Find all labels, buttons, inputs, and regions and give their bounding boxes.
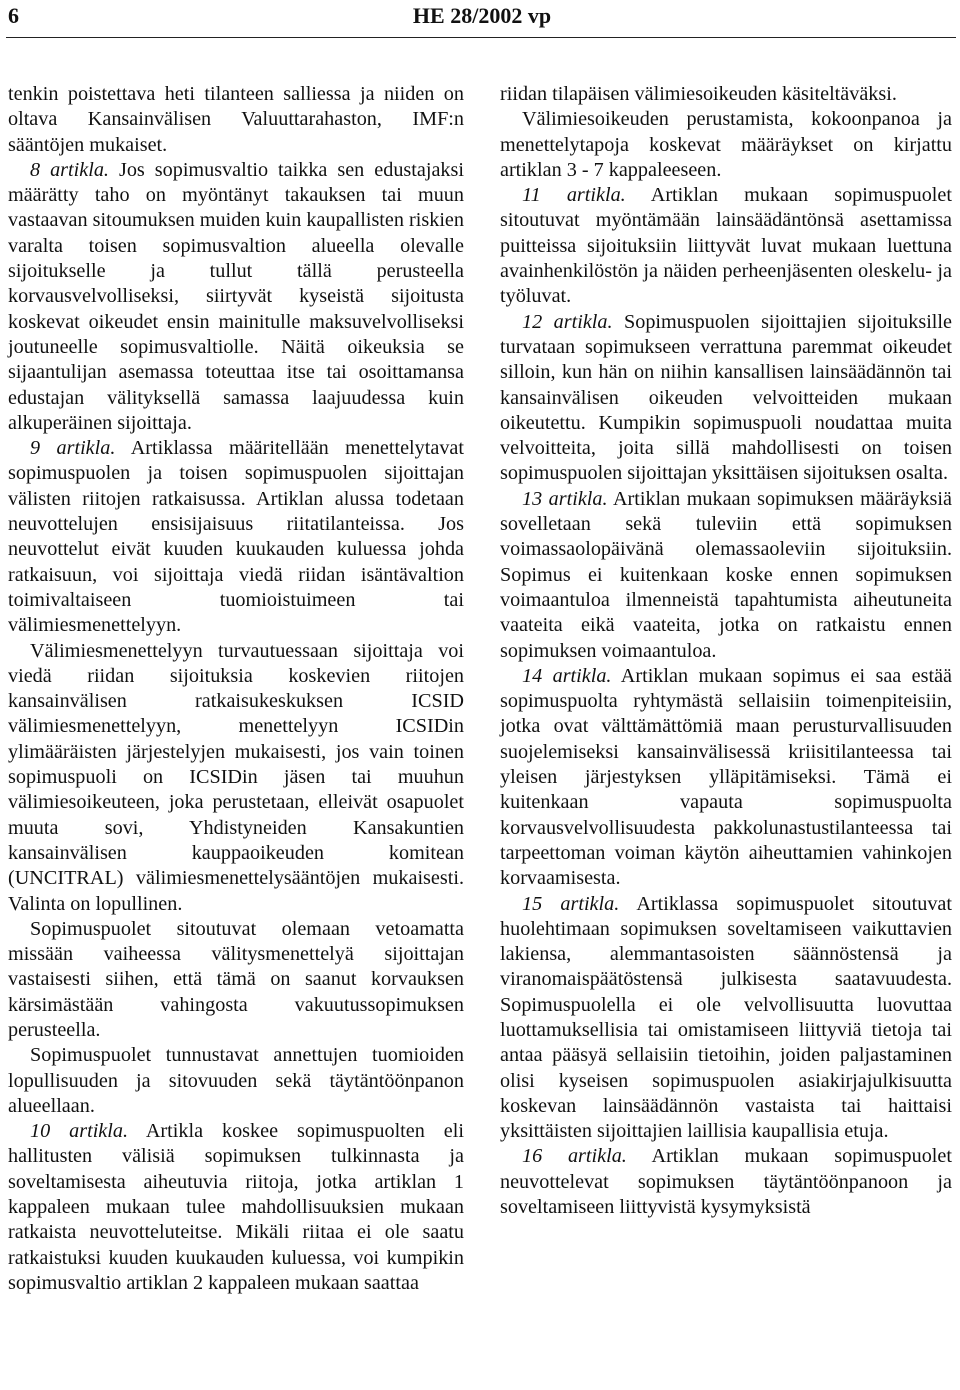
- article-heading: 16 artikla.: [522, 1145, 627, 1168]
- paragraph-text: Artiklan mukaan sopimuksen määräyksiä sovelletaan sekä tuleviin että sopimuksen voimassaolopäivänä olemassaoleviin sijoituksiin. Sopimus ei kuitenkaan koske ennen sopimuksen voimaantuloa ilmenneistä tapahtumista aiheutuneita vaateita eikä vaateita, jotka on ratkaistu ennen sopimuksen voimaantuloa.: [500, 487, 952, 662]
- paragraph-text: Jos sopimusvaltio taikka sen edustajaksi määrätty taho on myöntänyt takauksen tai muun vastaavan sitoumuksen muiden kuin kaupallisten riskien varalta toisen sopimusvaltion alueella olevalle sijoitukselle ja tullut tällä perusteella korvausvelvolliseksi, siirtyvät kyseistä sijoitusta koskevat oikeudet ensin mainitulle maksuvelvolliseksi joutuneelle sopimusvaltiolle. Näitä oikeuksia se sijaantulijan asemassa toteuttaa itse tai osoittamansa edustajan välityksellä samassa laajuudessa kuin alkuperäinen sijoittaja.: [8, 158, 464, 434]
- paragraph-text: Artiklan mukaan sopimuspuolet sitoutuvat myöntämään lainsäädäntönsä asettamissa puitteissa sijoituksiin liittyvät luvat mukaan luettuna avainhenkilöstön ja näiden perheenjäsenten oleskelu- ja työluvat.: [500, 184, 952, 308]
- paragraph: Välimiesmenettelyyn turvautuessaan sijoittaja voi viedä riidan sijoituksia koskevien riitojen kansainvälisen ratkaisukeskuksen ICSID välimiesmenettelyyn, menettelyyn ICSIDin ylimääräisten järjestelyjen mukaisesti, jos vain toinen sopimuspuoli on ICSIDin jäsen tai muuhun välimiesoikeuteen, joka perustetaan, elleivät osapuolet muuta sovi, Yhdistyneiden Kansakuntien kansainvälisen kauppaoikeuden komitean (UNCITRAL) välimiesmenettelysääntöjen mukaisesti. Valinta on lopullinen.: [8, 639, 464, 915]
- article-heading: 13 artikla.: [522, 487, 608, 510]
- paragraph-text: Artiklassa määritellään menettelytavat sopimuspuolen ja toisen sopimuspuolen sijoittajan välisten riitojen ratkaisussa. Artiklan alussa todetaan neuvottelujen ensisijaisuus riitatilanteissa. Jos neuvottelut eivät kuuden kuukauden kuluessa johda ratkaisuun, voi sijoittaja viedä riidan isäntävaltion toimivaltaiseen tuomioistuimeen tai välimiesmenettelyyn.: [8, 437, 464, 637]
- document-id: HE 28/2002 vp: [412, 3, 552, 28]
- paragraph: Sopimuspuolet tunnustavat annettujen tuomioiden lopullisuuden ja sitovuuden sekä täytäntöönpanon alueellaan.: [8, 1044, 464, 1117]
- article-heading: 14 artikla.: [522, 664, 612, 687]
- paragraph: tenkin poistettava heti tilanteen salliessa ja niiden on oltava Kansainvälisen Valuuttarahaston, IMF:n sääntöjen mukaiset.: [8, 83, 464, 156]
- paragraph: Välimiesoikeuden perustamista, kokoonpanoa ja menettelytapoja koskevat määräykset on kirjattu artiklan 3 - 7 kappaleeseen.: [500, 108, 952, 181]
- paragraph-text: Artiklan mukaan sopimus ei saa estää sopimuspuolta ryhtymästä sellaisiin toimenpiteisiin, jotka ovat välttämättömiä maan perusturvallisuuden suojelemiseksi kansainvälisessä kriisitilanteessa tai yleisen järjestyksen ylläpitämiseksi. Tämä ei kuitenkaan vapauta sopimuspuolta korvausvelvollisuudesta pakkolunastustilanteessa tai tarpeettoman voiman käytön aiheuttamien vahinkojen korvaamisesta.: [500, 664, 952, 890]
- article-heading: 15 artikla.: [522, 892, 620, 915]
- paragraph: riidan tilapäisen välimiesoikeuden käsiteltäväksi.: [500, 83, 897, 105]
- paragraph-article-12: [500, 310, 952, 487]
- right-column: [500, 82, 952, 1220]
- article-heading: 10 artikla.: [30, 1120, 129, 1143]
- header-divider: [6, 37, 956, 38]
- paragraph-article-15: [500, 892, 952, 1145]
- left-column: [8, 82, 464, 1296]
- page-header: [6, 0, 958, 34]
- paragraph-text: Sopimuspuolen sijoittajien sijoituksille turvataan sopimukseen verrattuna paremmat oikeudet silloin, kun hän on niihin kansallisen lainsäädännön tai kansainvälisen oikeuden velvoitteiden mukaan oikeutettu. Kumpikin sopimuspuoli noudattaa muita velvoitteita, joita sillä mahdollisesti on toisen sopimuspuolen sijoittajan yksittäisen sijoituksen osalta.: [500, 310, 952, 485]
- article-heading: 12 artikla.: [522, 310, 613, 333]
- paragraph-text: Artikla koskee sopimuspuolten eli hallitusten välisiä sopimuksen tulkinnasta ja soveltamisesta aiheutuvia riitoja, jotka artiklan 1 kappaleen mukaan tulee mahdollisuuksien mukaan ratkaista neuvotteluteitse. Mikäli riitaa ei ole saatu ratkaistuksi kuuden kuukauden kuluessa, voi kumpikin sopimusvaltio artiklan 2 kappaleen mukaan saattaa: [8, 1120, 464, 1294]
- article-heading: 8 artikla.: [30, 158, 109, 181]
- paragraph-article-9: [8, 436, 464, 638]
- paragraph: Sopimuspuolet sitoutuvat olemaan vetoamatta missään vaiheessa välitysmenettelyä sijoittajan vastaisesti siihen, että tämä on saanut korvauksen kärsimästään vahingosta vakuutussopimuksen perusteella.: [8, 917, 464, 1041]
- paragraph-article-13: [500, 487, 952, 664]
- paragraph-article-16: [500, 1144, 952, 1220]
- paragraph-article-10: [8, 1119, 464, 1296]
- page-number: 6: [8, 3, 19, 28]
- paragraph-text: Artiklassa sopimuspuolet sitoutuvat huolehtimaan sopimuksen soveltamiseen vaikuttavien lakiensa, alemmantasoisten säännöstensä ja viranomaispäätöstensä julkisesta saatavuudesta. Sopimuspuolella ei ole velvollisuutta luovuttaa luottamuksellisia tai omistamiseen liittyviä tietoja tai antaa pääsyä sellaisiin tietoihin, joiden paljastaminen olisi kyseisen sopimuspuolen asiakirjajulkisuutta koskevan lainsäädännön vastaista tai haittaisi yksittäisten sijoittajien laillisia kaupallisia etuja.: [500, 892, 952, 1143]
- paragraph-article-11: [500, 183, 952, 309]
- article-heading: 9 artikla.: [30, 437, 116, 460]
- paragraph-article-8: [8, 158, 464, 436]
- paragraph-article-14: [500, 664, 952, 892]
- paragraph-text: Artiklan mukaan sopimuspuolet neuvottelevat sopimuksen täytäntöönpanoon ja soveltamiseen liittyvistä kysymyksistä: [500, 1145, 952, 1219]
- article-heading: 11 artikla.: [522, 184, 626, 207]
